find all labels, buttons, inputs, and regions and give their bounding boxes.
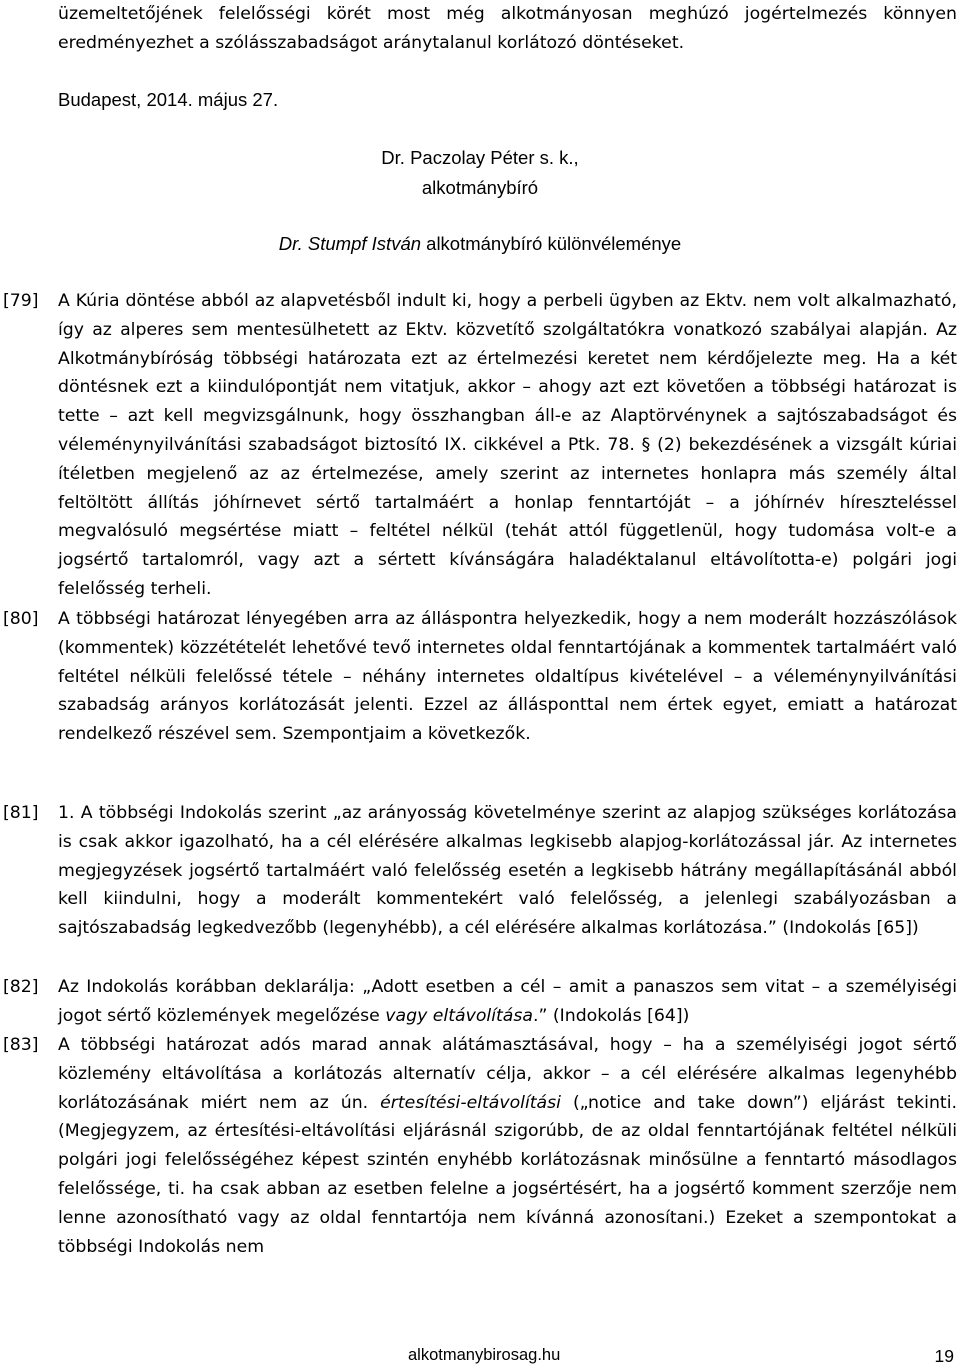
paragraph-82-text-a: Az Indokolás korábban deklarálja: „Adott esetben a cél – amit a panaszos sem vitat – a személyiségi jogot sértő közlemények megelőzése — [58, 977, 957, 1026]
paragraph-number: [81] — [3, 803, 39, 823]
page-number: 19 — [934, 1346, 954, 1366]
paragraph-82 — [58, 973, 957, 1031]
signature-title: alkotmánybíró — [421, 177, 539, 198]
dissent-judge-name: Dr. Stumpf István — [278, 233, 422, 254]
paragraph-82-italic: vagy eltávolítása — [385, 1005, 533, 1026]
paragraph-number: [83] — [3, 1035, 39, 1055]
signing-date: Budapest, 2014. május 27. — [58, 89, 279, 110]
intro-paragraph: üzemeltetőjének felelősségi körét most még alkotmányosan meghúzó jogértelmezés könnyen eredményezhet a szólásszabadságot aránytalanul korlátozó döntéseket. — [58, 4, 957, 53]
paragraph-82-text-b: .” (Indokolás [64]) — [532, 1005, 690, 1026]
paragraph-83-italic: értesítési-eltávolítási — [380, 1092, 561, 1113]
signature-name: Dr. Paczolay Péter s. k., — [381, 147, 579, 168]
paragraph-83 — [58, 1031, 957, 1261]
paragraph-number: [82] — [3, 977, 39, 997]
paragraph-80: A többségi határozat lényegében arra az álláspontra helyezkedik, hogy a nem moderált hozzászólások (kommentek) közzétételét lehetővé tevő internetes oldal fenntartójának a kommentek tartalmáért való feltétel nélküli felelőssé tétele – néhány internetes oldaltípus kivételével – a véleménynyilvánítási szabadság arányos korlátozását jelenti. Ezzel az állásponttal nem értek egyet, emiatt a határozat rendelkező részével sem. Szempontjaim a következők. — [58, 609, 957, 745]
footer-site-link[interactable]: alkotmanybirosag.hu — [408, 1346, 561, 1364]
paragraph-81: 1. A többségi Indokolás szerint „az arányosság követelménye szerint az alapjog szükséges korlátozása is csak akkor igazolható, ha a cél elérésére alkalmas legkisebb alapjog-korlátozással jár. Az internetes megjegyzések jogsértő tartalmáért való felelősség esetén a legkisebb hátrány megállapításánál abból kell kiindulni, hogy a moderált kommentekért való felelősség, a jelenlegi szabályozásban a sajtószabadság legkedvezőbb (legenyhébb), a cél elérésére alkalmas korlátozása.” (Indokolás [65]) — [58, 803, 957, 939]
paragraph-83-text-a: A többségi határozat adós marad annak alátámasztásával, hogy – ha a személyiségi jogot sértő közlemény eltávolítása a korlátozás alternatív célja, akkor – a cél elérésére alkalmas legenyhébb korlátozásának miért nem az ún. — [58, 1035, 957, 1113]
paragraph-83-text-b: („notice and take down”) eljárást tekinti. (Megjegyzem, az értesítési-eltávolítási eljárásnál szigorúbb, de az oldal fenntartójának feltétel nélküli polgári jogi felelősségéhez képest szintén enyhébb korlátozásnak minősülne a fenntartó másodlagos felelőssége, ti. ha csak abban az esetben felelne a jogsértésért, ha a jogsértő komment szerzője nem lenne azonosítható vagy az oldal fenntartója nem kívánná azonosítani.) Ezeket a szempontokat a többségi Indokolás nem — [58, 1092, 957, 1257]
paragraph-number: [79] — [3, 291, 39, 311]
paragraph-79: A Kúria döntése abból az alapvetésből indult ki, hogy a perbeli ügyben az Ektv. nem volt alkalmazható, így az alperes sem mentesülhetett az Ektv. közvetítő szolgáltatókra vonatkozó szabályai alapján. Az Alkotmánybíróság többségi határozata ezt az értelmezési keretet nem kérdőjelezte meg. Ha a két döntésnek ezt a kiindulópontját nem vitatjuk, akkor – ahogy azt ezt követően a többségi határozat is tette – azt kell megvizsgálnunk, hogy összhangban áll-e az Alaptörvénynek a sajtószabadságot és véleménynyilvánítási szabadságot biztosító IX. cikkével a Ptk. 78. § (2) bekezdésének a vizsgált kúriai ítéletben megjelenő az az értelmezése, amely szerint az internetes honlapra más személy által feltöltött állítás jóhírnevet sértő tartalmáért a honlap fenntartóját – a jóhírnév híreszteléssel megvalósuló megsértése miatt – feltétel nélkül (tehát attól függetlenül, hogy tudomása volt-e a jogsértő tartalomról, vagy azt a sértett kívánságára haladéktalanul eltávolította-e) polgári jogi felelősség terheli. — [58, 291, 957, 599]
paragraph-number: [80] — [3, 609, 39, 629]
signature-block — [300, 143, 660, 203]
dissent-heading-rest: alkotmánybíró különvéleménye — [421, 233, 682, 254]
dissent-heading — [0, 230, 960, 258]
